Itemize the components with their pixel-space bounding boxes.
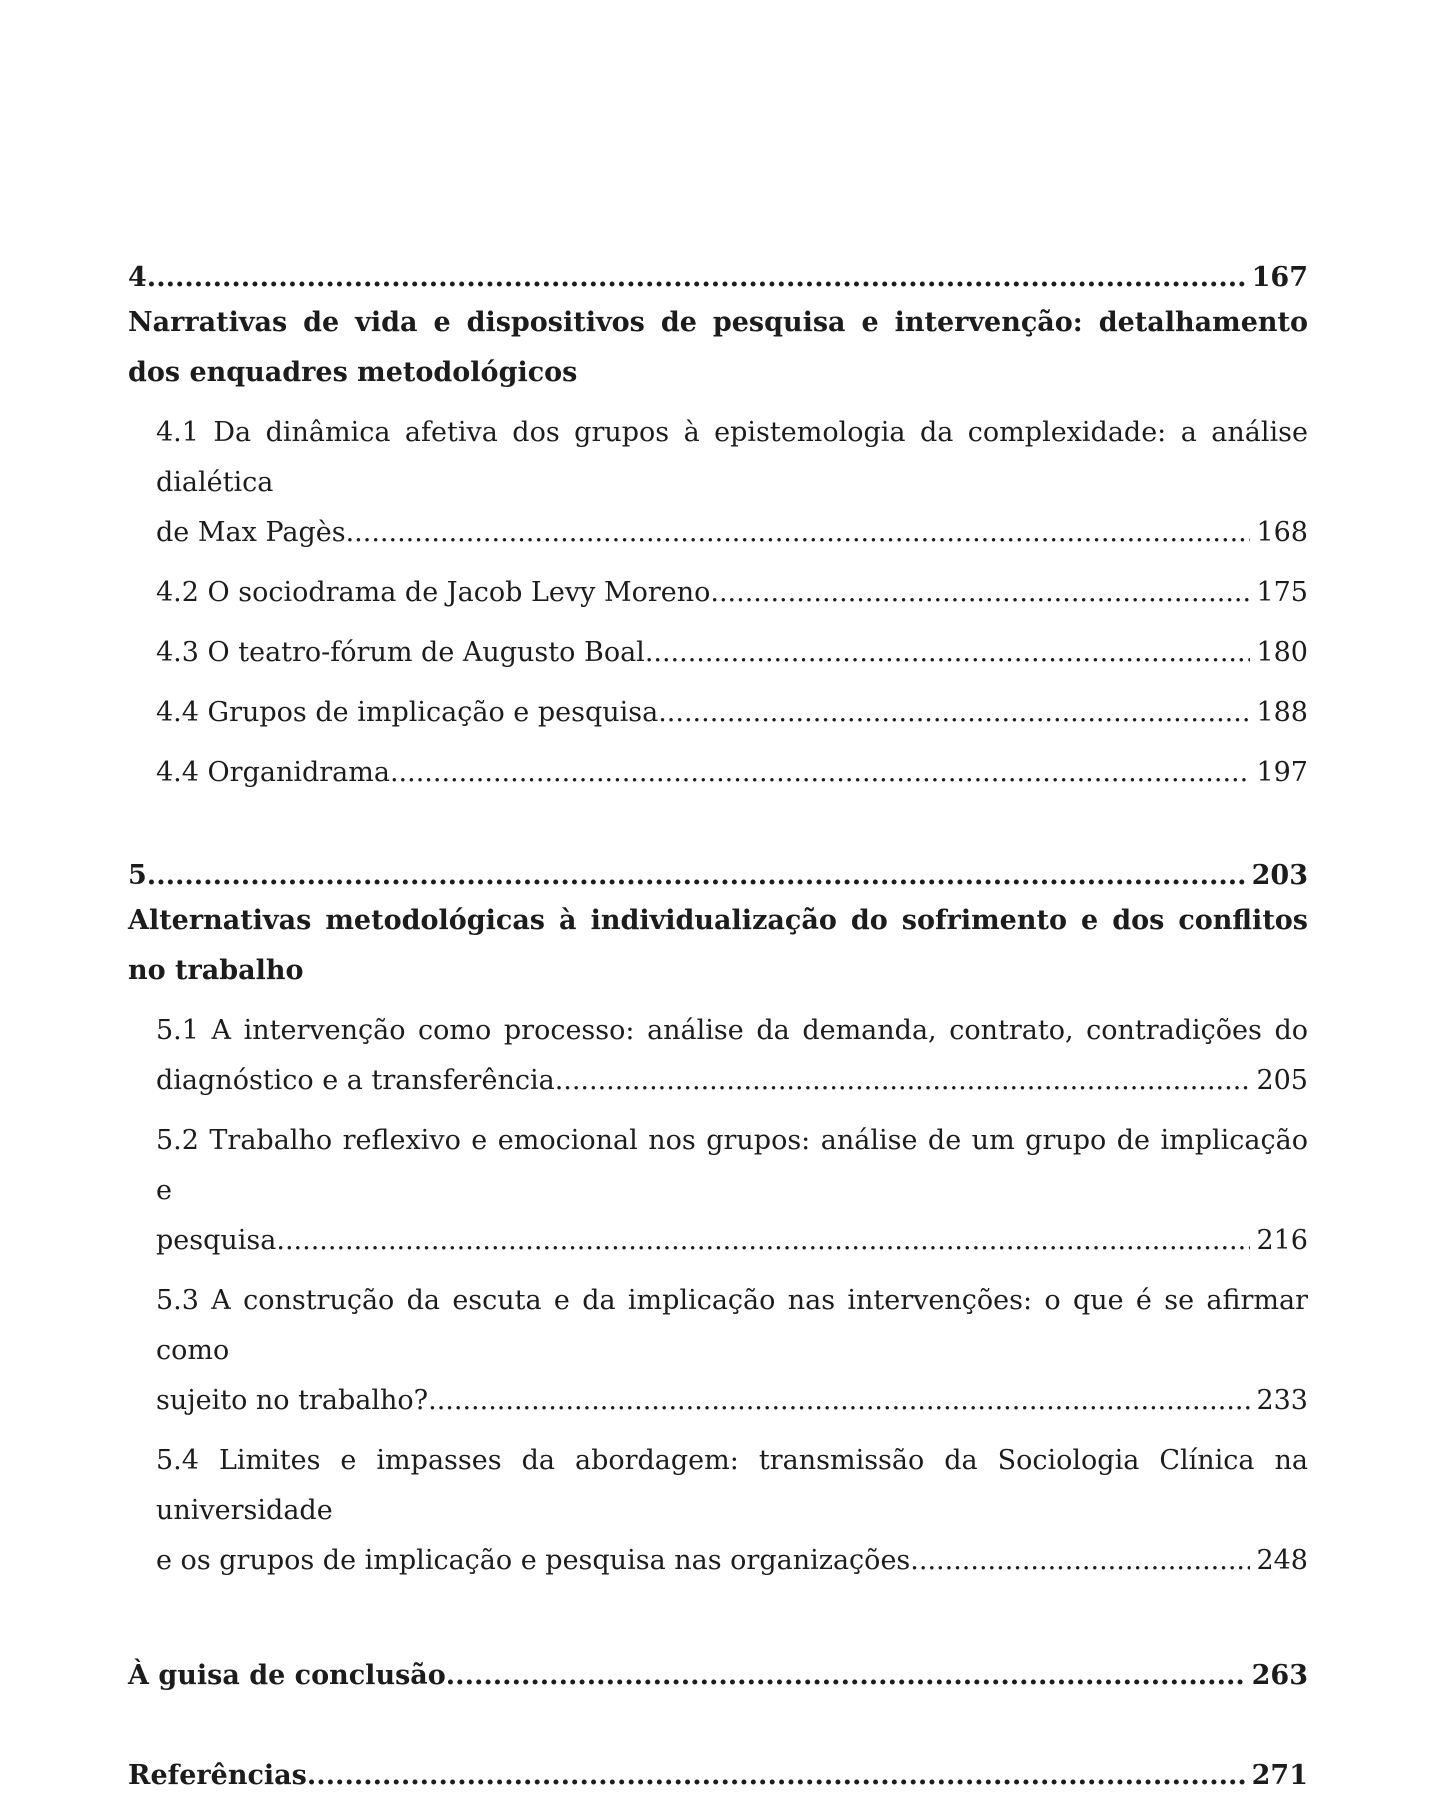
entry-label: pesquisa xyxy=(156,1225,277,1256)
chapter-4 xyxy=(128,258,1308,798)
spacer xyxy=(128,1596,1308,1656)
entry-line xyxy=(156,568,1308,618)
dot-leader xyxy=(910,1536,1250,1586)
entry-line xyxy=(156,628,1308,678)
entry-page: 180 xyxy=(1256,637,1308,668)
toc-entry xyxy=(156,1006,1308,1106)
entry-last-line xyxy=(156,1536,1308,1586)
entry-page: 168 xyxy=(1256,517,1308,548)
entry-last-line xyxy=(156,508,1308,558)
dot-leader xyxy=(147,856,1246,896)
dot-leader xyxy=(428,1376,1250,1426)
dot-leader xyxy=(555,1056,1251,1106)
dot-leader xyxy=(147,258,1246,298)
spacer xyxy=(128,1696,1308,1756)
dot-leader xyxy=(446,1656,1246,1696)
entry-page: 263 xyxy=(1251,1660,1308,1691)
chapter-5 xyxy=(128,856,1308,1586)
entry-page: 248 xyxy=(1256,1545,1308,1576)
entry-line xyxy=(156,748,1308,798)
dot-leader xyxy=(645,628,1251,678)
entry-label: 4.4 Grupos de implicação e pesquisa xyxy=(156,697,659,728)
section-list xyxy=(128,1006,1308,1586)
entry-page: 233 xyxy=(1256,1385,1308,1416)
dot-leader xyxy=(710,568,1250,618)
dot-leader xyxy=(390,748,1250,798)
entry-page: 205 xyxy=(1256,1065,1308,1096)
entry-last-line xyxy=(156,1056,1308,1106)
chapter-number: 5 xyxy=(128,860,147,891)
toc-entry xyxy=(156,1116,1308,1266)
toc-entry xyxy=(156,568,1308,618)
dot-leader xyxy=(276,1216,1250,1266)
toc-entry-conclusion xyxy=(128,1656,1308,1696)
toc-entry xyxy=(156,1436,1308,1586)
entry-first-line: 4.1 Da dinâmica afetiva dos grupos à epistemologia da complexidade: a análise dialética xyxy=(156,417,1308,498)
entry-page: 271 xyxy=(1251,1760,1308,1791)
toc-entry xyxy=(156,628,1308,678)
entry-label: 4.4 Organidrama xyxy=(156,757,390,788)
chapter-page: 167 xyxy=(1251,262,1308,293)
spacer xyxy=(128,808,1308,856)
entry-label: Referências xyxy=(128,1760,307,1791)
entry-page: 175 xyxy=(1256,577,1308,608)
table-of-contents xyxy=(128,258,1308,1796)
chapter-number: 4 xyxy=(128,262,147,293)
chapter-page: 203 xyxy=(1251,860,1308,891)
entry-line xyxy=(156,688,1308,738)
entry-last-line xyxy=(156,1376,1308,1426)
entry-page: 188 xyxy=(1256,697,1308,728)
entry-label: de Max Pagès xyxy=(156,517,346,548)
entry-first-line: 5.4 Limites e impasses da abordagem: transmissão da Sociologia Clínica na universidade xyxy=(156,1445,1308,1526)
toc-entry xyxy=(156,1276,1308,1426)
dot-leader xyxy=(307,1756,1246,1796)
dot-leader xyxy=(346,508,1251,558)
entry-page: 197 xyxy=(1256,757,1308,788)
entry-first-line: 5.1 A intervenção como processo: análise da demanda, contrato, contradições do xyxy=(156,1015,1308,1046)
entry-label: 4.2 O sociodrama de Jacob Levy Moreno xyxy=(156,577,711,608)
entry-label: diagnóstico e a transferência xyxy=(156,1065,555,1096)
toc-entry xyxy=(156,408,1308,558)
section-list xyxy=(128,408,1308,798)
dot-leader xyxy=(658,688,1250,738)
entry-first-line: 5.2 Trabalho reflexivo e emocional nos grupos: análise de um grupo de implicação e xyxy=(156,1125,1308,1206)
chapter-number-row xyxy=(128,856,1308,896)
toc-entry xyxy=(156,688,1308,738)
chapter-title: Narrativas de vida e dispositivos de pesquisa e intervenção: detalhamento dos enquadres metodológicos xyxy=(128,307,1308,388)
toc-entry xyxy=(156,748,1308,798)
toc-entry-references xyxy=(128,1756,1308,1796)
entry-page: 216 xyxy=(1256,1225,1308,1256)
entry-label: 4.3 O teatro-fórum de Augusto Boal xyxy=(156,637,645,668)
chapter-number-row xyxy=(128,258,1308,298)
chapter-title: Alternativas metodológicas à individualização do sofrimento e dos conflitos no trabalho xyxy=(128,905,1308,986)
entry-label: sujeito no trabalho? xyxy=(156,1385,429,1416)
entry-first-line: 5.3 A construção da escuta e da implicação nas intervenções: o que é se afirmar como xyxy=(156,1285,1308,1366)
entry-label: À guisa de conclusão xyxy=(128,1660,446,1691)
entry-last-line xyxy=(156,1216,1308,1266)
entry-label: e os grupos de implicação e pesquisa nas organizações xyxy=(156,1545,911,1576)
